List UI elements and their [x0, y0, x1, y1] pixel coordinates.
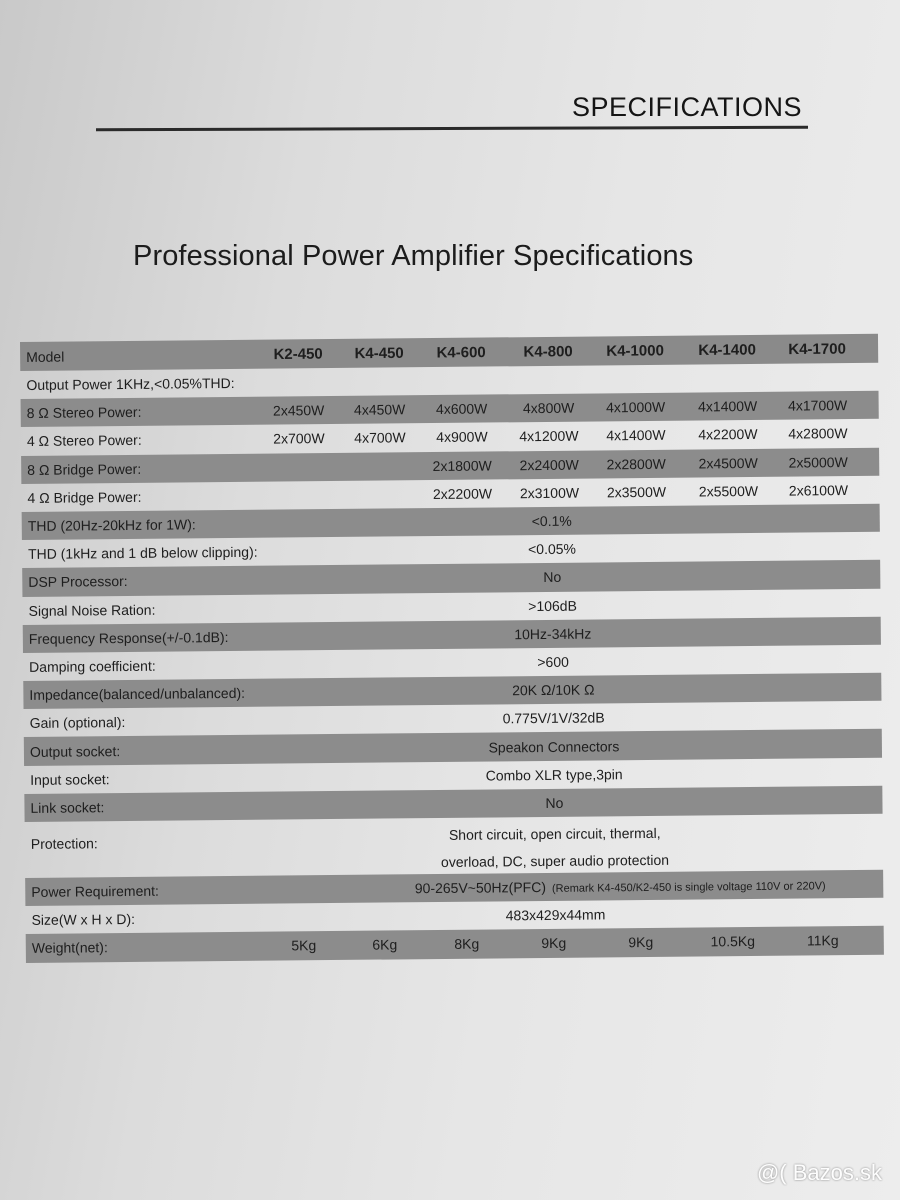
power-req-main: 90-265V~50Hz(PFC) — [414, 879, 547, 897]
model-header: Model — [26, 348, 65, 365]
thd-1w-value: <0.1% — [531, 512, 572, 530]
table-cell: 4x900W — [436, 428, 488, 446]
weight-label: Weight(net): — [31, 939, 108, 957]
output-socket-label: Output socket: — [29, 742, 121, 760]
table-cell: 2x4500W — [698, 454, 758, 472]
damping-value: >600 — [537, 653, 569, 671]
table-cell: 4x600W — [435, 400, 488, 418]
input-socket-label: Input socket: — [30, 770, 110, 788]
freq-value: 10Hz-34kHz — [514, 625, 592, 643]
table-cell: 4x2800W — [788, 425, 848, 443]
stereo-8-label: 8 Ω Stereo Power: — [26, 404, 142, 422]
link-socket-value: No — [545, 794, 564, 811]
impedance-value: 20K Ω/10K Ω — [512, 681, 595, 699]
link-socket-label: Link socket: — [30, 799, 105, 816]
table-cell: 4x1700W — [787, 397, 848, 414]
table-cell: 2x6100W — [788, 481, 849, 499]
freq-label: Frequency Response(+/-0.1dB): — [28, 628, 229, 647]
protection-value — [441, 820, 670, 876]
table-cell: 4x1400W — [697, 398, 758, 415]
thd-1w-label: THD (20Hz-20kHz for 1W): — [27, 516, 196, 534]
snr-label: Signal Noise Ration: — [28, 601, 156, 619]
table-cell: 8Kg — [454, 936, 480, 953]
size-value: 483x429x44mm — [505, 906, 606, 924]
watermark: @( Bazos.sk — [756, 1160, 882, 1185]
snr-value: >106dB — [528, 597, 577, 614]
gain-label: Gain (optional): — [29, 714, 126, 732]
power-req-value — [415, 876, 826, 896]
page-header — [0, 0, 900, 200]
table-cell: 2x700W — [273, 430, 325, 448]
table-cell: 2x5500W — [698, 482, 759, 500]
table-cell: 5Kg — [291, 937, 317, 954]
thd-clip-value: <0.05% — [527, 540, 577, 558]
model-k4-1700: K4-1700 — [788, 340, 846, 358]
table-cell: 2x1800W — [432, 457, 492, 474]
table-cell: 2x5000W — [788, 453, 848, 471]
table-cell: 4x1200W — [519, 428, 579, 445]
output-power-label: Output Power 1KHz,<0.05%THD: — [26, 375, 235, 394]
table-cell: 11Kg — [806, 932, 839, 949]
table-cell: 4x700W — [354, 429, 406, 447]
protection-line-1: Short circuit, open circuit, thermal, — [448, 824, 661, 843]
table-cell: 9Kg — [541, 935, 567, 952]
table-cell: 2x3100W — [519, 484, 580, 502]
model-k2-450: K2-450 — [273, 345, 323, 363]
bridge-8-label: 8 Ω Bridge Power: — [27, 460, 142, 478]
protection-line-2: overload, DC, super audio protection — [440, 851, 670, 870]
table-cell: 10.5Kg — [710, 933, 756, 950]
table-cell: 4x1400W — [606, 427, 666, 444]
table-cell: 6Kg — [372, 936, 398, 954]
protection-label: Protection: — [30, 835, 98, 852]
section-title: SPECIFICATIONS — [571, 92, 802, 122]
table-row — [25, 814, 883, 878]
model-k4-800: K4-800 — [523, 342, 573, 361]
model-k4-1400: K4-1400 — [698, 340, 756, 359]
table-cell: 2x2800W — [606, 455, 666, 473]
table-cell: 4x450W — [353, 401, 406, 419]
model-k4-1000: K4-1000 — [606, 341, 664, 360]
document-title: Professional Power Amplifier Specifications — [133, 240, 694, 272]
table-cell: 2x450W — [272, 402, 325, 419]
table-cell: 4x800W — [522, 399, 575, 417]
output-socket-value: Speakon Connectors — [488, 737, 620, 756]
damping-label: Damping coefficient: — [29, 657, 156, 675]
power-req-label: Power Requirement: — [31, 882, 159, 901]
impedance-label: Impedance(balanced/unbalanced): — [29, 685, 246, 704]
model-k4-600: K4-600 — [436, 343, 486, 362]
table-cell: 9Kg — [628, 934, 654, 951]
header-divider — [96, 126, 808, 131]
stereo-4-label: 4 Ω Stereo Power: — [26, 432, 142, 450]
power-req-remark: (Remark K4-450/K2-450 is single voltage 110V or 220V) — [551, 880, 826, 896]
table-cell: 2x2200W — [432, 485, 493, 502]
table-cell: 2x2400W — [519, 456, 579, 473]
input-socket-value: Combo XLR type,3pin — [485, 765, 623, 784]
dsp-label: DSP Processor: — [28, 573, 128, 591]
table-cell: 4x1000W — [606, 399, 666, 416]
size-label: Size(W x H x D): — [31, 911, 136, 929]
bridge-4-label: 4 Ω Bridge Power: — [27, 488, 142, 506]
specifications-table — [20, 334, 884, 963]
table-cell: 4x2200W — [698, 426, 758, 443]
gain-value: 0.775V/1V/32dB — [502, 709, 605, 727]
dsp-value: No — [543, 569, 562, 586]
thd-clip-label: THD (1kHz and 1 dB below clipping): — [27, 543, 258, 563]
table-cell: 2x3500W — [606, 483, 667, 501]
model-k4-450: K4-450 — [354, 344, 404, 362]
